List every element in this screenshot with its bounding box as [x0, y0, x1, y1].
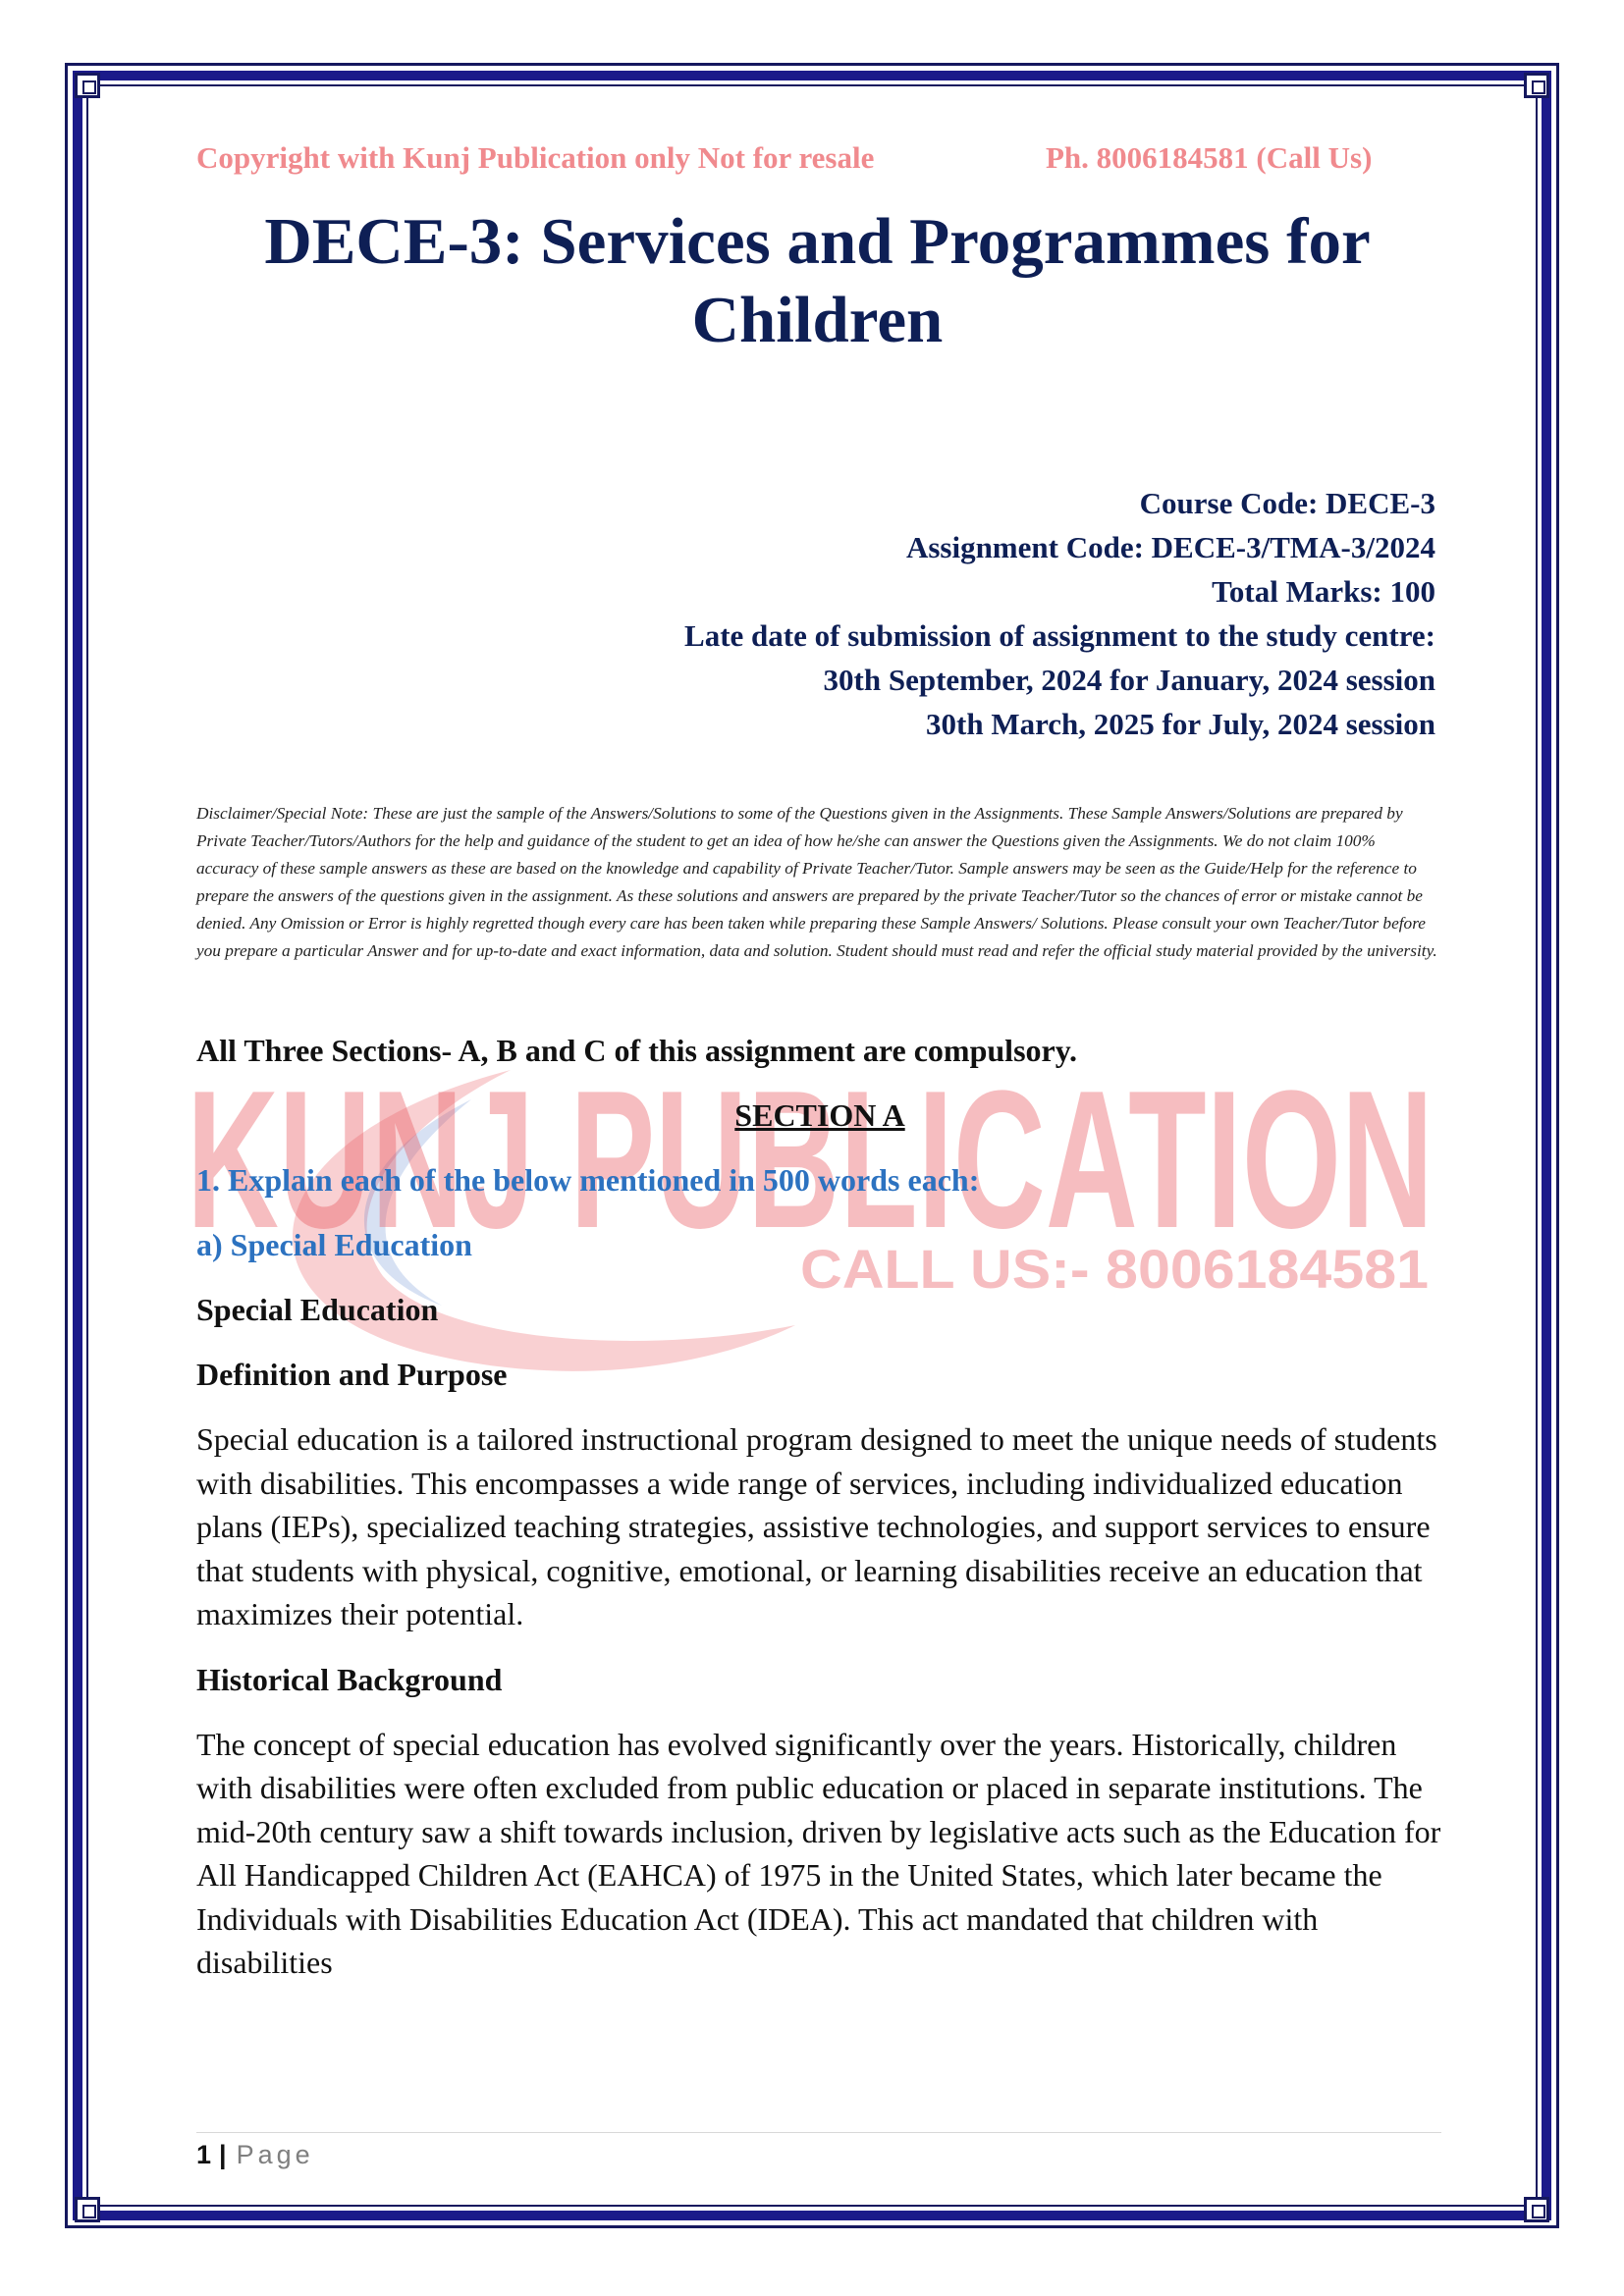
document-body: [196, 1029, 1443, 2006]
course-code: Course Code: DECE-3: [1139, 486, 1435, 520]
border-corner-ornament: [1524, 73, 1549, 98]
watermark-call-text: CALL US:- 8006184581: [800, 1238, 1429, 1300]
footer-separator: |: [219, 2140, 227, 2169]
copyright-header: [196, 140, 1438, 180]
total-marks: Total Marks: 100: [1212, 574, 1435, 609]
border-corner-ornament: [75, 73, 100, 98]
disclaimer-note: Disclaimer/Special Note: These are just the sample of the Answers/Solutions to some of the Questions given in the Assignments. These Sample Answers/Solutions are prepared by Private Teacher/Tutors/Authors for the help and guidance of the student to get an idea of how he/she can answer the Questions given the Assignments. We do not claim 100% accuracy of these sample answers as these are based on the knowledge and capability of Private Teacher/Tutor. Sample answers may be seen as the Guide/Help for the reference to prepare the answers of the questions given in the assignment. As these solutions and answers are prepared by the private Teacher/Tutor so the chances of error or mistake cannot be denied. Any Omission or Error is highly regretted though every care has been taken while preparing these Sample Answers/ Solutions. Please consult your own Teacher/Tutor before you prepare a particular Answer and for up-to-date and exact information, data and solution. Student should must read and refer the official study material provided by the university.: [196, 804, 1437, 960]
contact-phone: Ph. 8006184581 (Call Us): [1046, 140, 1373, 175]
section-heading: SECTION A: [734, 1097, 905, 1133]
instructions: All Three Sections- A, B and C of this assignment are compulsory.: [196, 1033, 1077, 1068]
border-corner-ornament: [1524, 2197, 1549, 2222]
copyright-notice: Copyright with Kunj Publication only Not for resale: [196, 140, 875, 175]
sub-question-heading: a) Special Education: [196, 1227, 472, 1262]
session-january: 30th September, 2024 for January, 2024 session: [823, 663, 1435, 697]
border-corner-ornament: [75, 2197, 100, 2222]
assignment-meta: [684, 481, 1435, 746]
subheading-definition: Definition and Purpose: [196, 1357, 508, 1392]
page-number: 1: [196, 2140, 212, 2169]
footer-divider: [196, 2132, 1441, 2133]
paragraph-definition: Special education is a tailored instructional program designed to meet the unique needs of students with disabilities. This encompasses a wide range of services, including individualized education plans (IEPs), specialized teaching strategies, assistive technologies, and support services to ensure that students with physical, cognitive, emotional, or learning disabilities receive an education that maximizes their potential.: [196, 1421, 1437, 1631]
watermark-main-text: KUNJ PUBLICATION: [187, 1050, 1434, 1269]
page-label: Page: [236, 2140, 314, 2169]
question-heading: 1. Explain each of the below mentioned in 500 words each:: [196, 1162, 980, 1198]
late-date-label: Late date of submission of assignment to the study centre:: [684, 618, 1435, 653]
page-footer: [196, 2140, 314, 2170]
answer-heading: Special Education: [196, 1292, 439, 1327]
document-title: DECE-3: Services and Programmes for Children: [264, 205, 1371, 356]
session-july: 30th March, 2025 for July, 2024 session: [926, 707, 1435, 741]
assignment-code: Assignment Code: DECE-3/TMA-3/2024: [905, 530, 1435, 564]
subheading-history: Historical Background: [196, 1661, 503, 1697]
paragraph-history: The concept of special education has evolved significantly over the years. Historically, children with disabilities were often excluded from public education or placed in separate institutions. The mid-20th century saw a shift towards inclusion, driven by legislative acts such as the Education for All Handicapped Children Act (EAHCA) of 1975 in the United States, which later became the Individuals with Disabilities Education Act (IDEA). This act mandated that children with disabilities: [196, 1726, 1441, 1980]
